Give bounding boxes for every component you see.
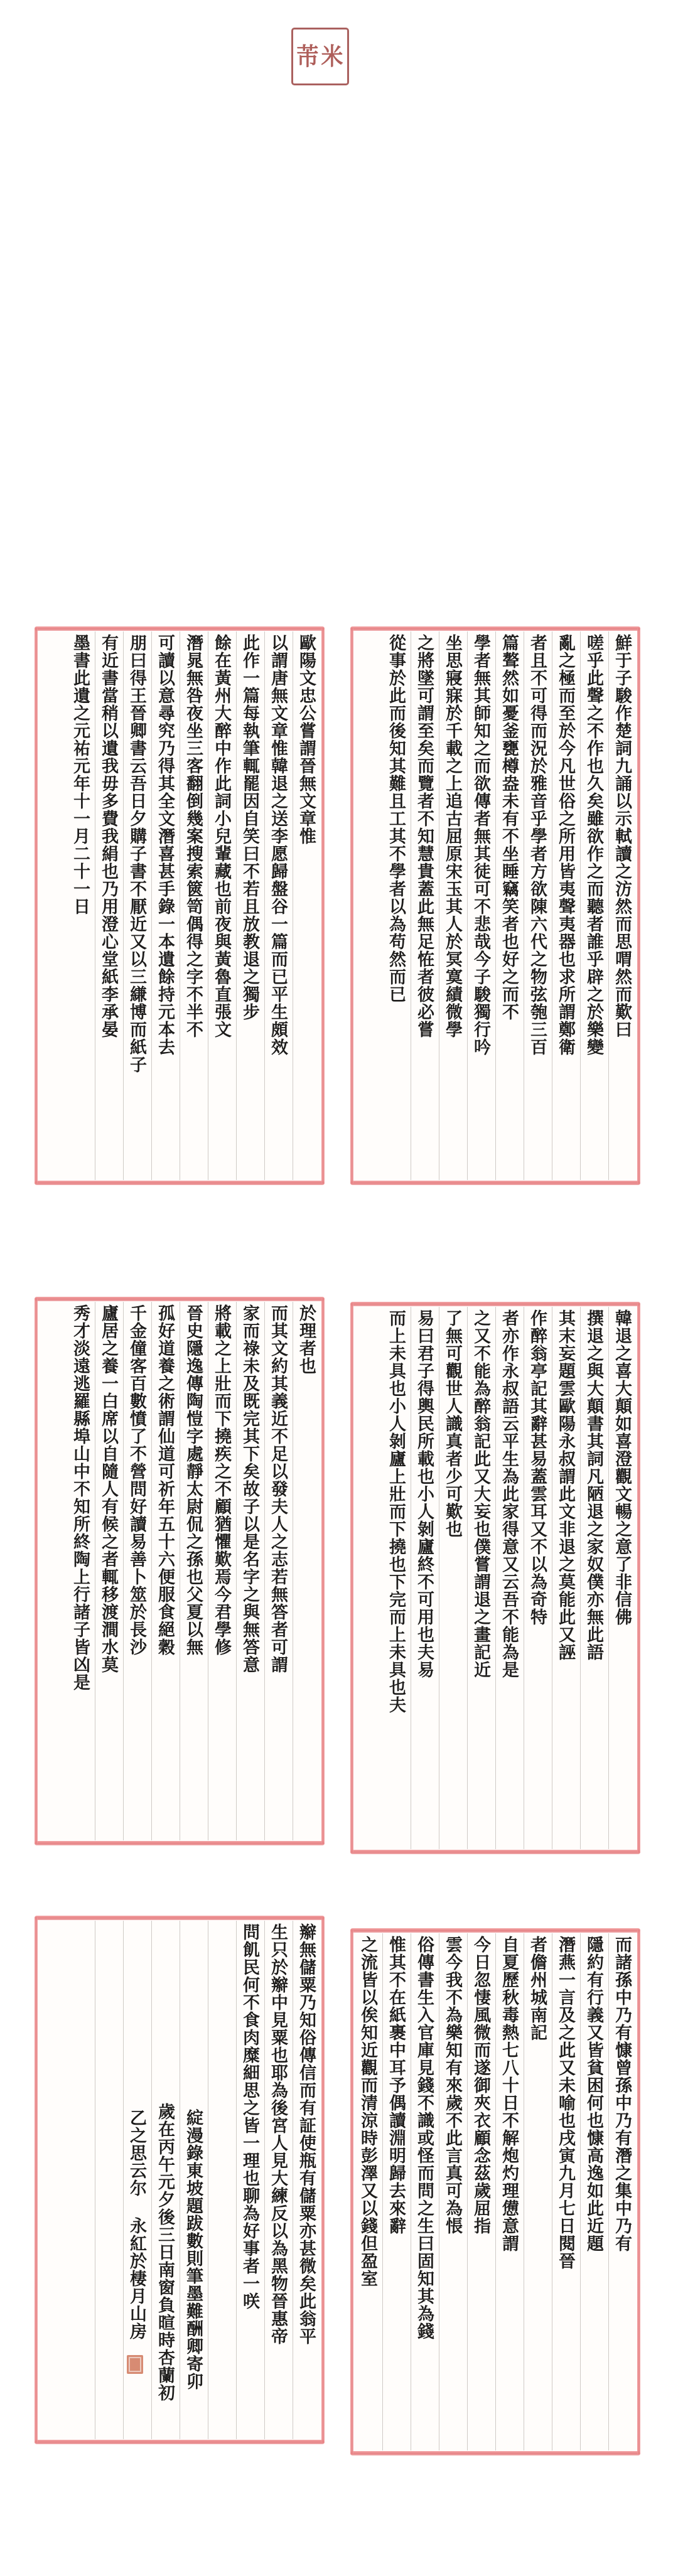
panel-border-top	[350, 626, 640, 631]
panel-border-bottom	[350, 2451, 640, 2455]
text-column: 者亦作永叔語云平生為此家得意又云吾不能為是	[495, 1307, 524, 1849]
text-column: 了無可觀世人識真者少可歎也	[439, 1307, 467, 1849]
panel-border-left	[35, 1298, 38, 1844]
text-column: 其末妄題雲歐陽永叔謂此文非退之莫能此又誣	[552, 1307, 580, 1849]
panel-border-right	[321, 1917, 325, 2443]
panel-border-right	[637, 1929, 640, 2454]
panel-paper-1	[38, 631, 321, 1180]
panel-border-right	[637, 628, 640, 1184]
text-column: 於理者也	[293, 1302, 321, 1840]
panel-border-bottom	[35, 1841, 325, 1845]
calligraphy-panel-3	[35, 1297, 325, 1845]
panel-border-top	[35, 1916, 325, 1920]
text-column-blank	[208, 1921, 236, 2439]
text-column: 者且不可得而況於雅音乎學者方欲陳六代之物弦匏三百	[524, 631, 552, 1180]
text-column: 可讀以意尋究乃得其全文潛喜甚手錄一本遺餘持元本去	[151, 631, 180, 1180]
panel-paper-6	[354, 1933, 637, 2450]
text-column: 朋曰得王晉卿書云吾日夕購子書不厭近又以三縑博而紙子	[123, 631, 151, 1180]
panel-border-top	[35, 1297, 325, 1301]
panel-border-left	[350, 1303, 353, 1853]
panel-border-right	[637, 1303, 640, 1853]
seal-char-1: 米	[321, 41, 343, 70]
panel-paper-5	[38, 1921, 321, 2439]
text-column-blank	[95, 1921, 123, 2439]
text-column: 以謂唐無文章惟韓退之送李愿歸盤谷一篇而已平生頗效	[264, 631, 293, 1180]
text-column-title: 者儋州城南記	[524, 1933, 552, 2450]
text-column: 歐陽文忠公嘗謂晉無文章惟	[293, 631, 321, 1180]
panel-border-top	[350, 1302, 640, 1306]
collector-seal	[291, 28, 349, 85]
panel-border-left	[35, 1917, 38, 2443]
calligraphy-panel-2	[350, 626, 640, 1185]
text-column: 亂之極而至於今凡世俗之所用皆夷聲夷器也求所謂鄭衛	[552, 631, 580, 1180]
text-column: 之將墜可謂至矣而覽者不知慧貴蓋此無足恠者彼必嘗	[411, 631, 439, 1180]
text-column: 晉史隱逸傳陶愷字處靜太尉侃之孫也父夏以無	[180, 1302, 208, 1840]
text-column-colophon: 綻漫錄東坡題跋數則筆墨難酬卿寄卯	[180, 1921, 208, 2439]
text-column: 嗟乎此聲之不作也久矣雖欲作之而聽者誰乎辟之於樂變	[580, 631, 608, 1180]
panel-border-bottom	[350, 1850, 640, 1854]
panel-paper-3	[38, 1302, 321, 1840]
text-column: 鮮于子駿作楚詞九誦以示軾讀之汸然而思喟然而歎曰	[608, 631, 637, 1180]
panel-border-left	[350, 1929, 353, 2454]
text-column: 此作一篇每執筆輒罷因自笑曰不若且放教退之獨步	[236, 631, 264, 1180]
text-column-colophon: 歲在丙午元夕後三日南窗負暄時杏蘭初	[151, 1921, 180, 2439]
text-column: 惟其不在紙裹中耳予偶讀淵明歸去來辭	[382, 1933, 411, 2450]
text-column: 隱約有行義又皆貧困何也慷高逸如此近題	[580, 1933, 608, 2450]
panel-border-top	[350, 1928, 640, 1933]
text-column: 之又不能為醉翁記此又大妄也僕嘗謂退之畫記近	[467, 1307, 495, 1849]
calligraphy-panel-6	[350, 1928, 640, 2455]
text-column: 雲今我不為樂知有來歲不此言真可為悵	[439, 1933, 467, 2450]
text-column: 辮無儲粟乃知俗傳信而有証使瓶有儲粟亦甚微矣此翁平	[293, 1921, 321, 2439]
calligraphy-panel-4	[350, 1302, 640, 1854]
calligraphy-panel-1	[35, 626, 325, 1185]
text-column: 而上未具也小人剝廬上壯而下撓也下完而上未具也夫	[386, 1309, 406, 1714]
text-column: 潛晁無咎夜坐三客翻倒幾案搜索篋笥偶得之字不半不	[180, 631, 208, 1180]
text-column: 韓退之喜大顛如喜澄觀文暢之意了非信佛	[608, 1307, 637, 1849]
text-column: 秀才淡遠逃羅縣埠山中不知所終陶上行諸子皆凶是	[70, 1304, 90, 1691]
text-column: 有近書當稍以遺我毋多費我絹也乃用澄心堂紙李承晏	[95, 631, 123, 1180]
text-column: 潛燕一言及之此又未喻也戌寅九月七日閱晉	[552, 1933, 580, 2450]
text-column: 坐思寢寐於千載之上追古屈原宋玉其人於冥寞績微學	[439, 631, 467, 1180]
text-column: 廬居之養一白席以自隨人有候之者輒移渡澗水莫	[95, 1302, 123, 1840]
text-column: 易曰君子得輿民所載也小人剝廬終不可用也夫易	[411, 1307, 439, 1849]
text-column: 家而祿未及既完其下矣故子以是名字之與無答意	[236, 1302, 264, 1840]
panel-border-bottom	[35, 2440, 325, 2444]
text-column: 問飢民何不食肉糜細思之皆一理也聊為好事者一咲	[236, 1921, 264, 2439]
panel-paper-2	[354, 631, 637, 1180]
panel-border-right	[321, 628, 325, 1184]
text-column: 千金僮客百數憤了不營問好讀易善卜筮於長沙	[123, 1302, 151, 1840]
text-column-signature: 乙之思云尔 永紅於棲月山房	[123, 1921, 151, 2439]
text-column: 而諸孫中乃有慷曾孫中乃有潛之集中乃有	[608, 1933, 637, 2450]
panel-border-left	[35, 628, 38, 1184]
text-column: 篇聱然如憂釜甕樽盎未有不坐睡竊笑者也好之而不	[495, 631, 524, 1180]
text-column: 自夏歷秋毒熱七八十日不解炮灼理憊意謂	[495, 1933, 524, 2450]
text-column: 之流皆以俟知近觀而清涼時彭澤又以錢但盈室	[358, 1936, 377, 2287]
panel-border-right	[321, 1298, 325, 1844]
text-column: 孤好道養之術謂仙道可祈年五十六便服食絕穀	[151, 1302, 180, 1840]
panel-border-bottom	[350, 1181, 640, 1185]
panel-border-top	[35, 626, 325, 631]
text-column: 而其文約其義近不足以發夫人之志若無答者可謂	[264, 1302, 293, 1840]
panel-border-bottom	[35, 1181, 325, 1185]
seal-char-2: 芾	[297, 41, 319, 70]
panel-border-left	[350, 628, 353, 1184]
text-column: 將載之上壯而下撓疾之不顧猶懼歎焉今君學修	[208, 1302, 236, 1840]
text-column: 俗傳書生入官庫見錢不識或怪而問之生曰固知其為錢	[411, 1933, 439, 2450]
text-column: 從事於此而後知其難且工其不學者以為苟然而已	[386, 634, 406, 1003]
text-column: 作醉翁亭記其辭甚易蓋雲耳又不以為奇特	[524, 1307, 552, 1849]
panel-paper-4	[354, 1307, 637, 1849]
artist-seal	[127, 2355, 143, 2374]
text-column: 餘在黃州大醉中作此詞小兒輩藏也前夜與黃魯直張文	[208, 631, 236, 1180]
text-column: 學者無其師知之而欲傳者無其徒可不悲哉今子駿獨行吟	[467, 631, 495, 1180]
calligraphy-panel-5	[35, 1916, 325, 2444]
seal-characters	[296, 31, 345, 81]
text-column-blank	[67, 1921, 95, 2439]
text-column-date: 墨書此遺之元祐元年十一月二十一日	[70, 634, 90, 915]
text-column: 生只於辮中見粟也耶為後宮人見大練反以為黑物晉惠帝	[264, 1921, 293, 2439]
text-column: 今日忽悽風微而遂御夾衣顧念茲歲屈指	[467, 1933, 495, 2450]
text-column: 撰退之與大顛書其詞凡陋退之家奴僕亦無此語	[580, 1307, 608, 1849]
